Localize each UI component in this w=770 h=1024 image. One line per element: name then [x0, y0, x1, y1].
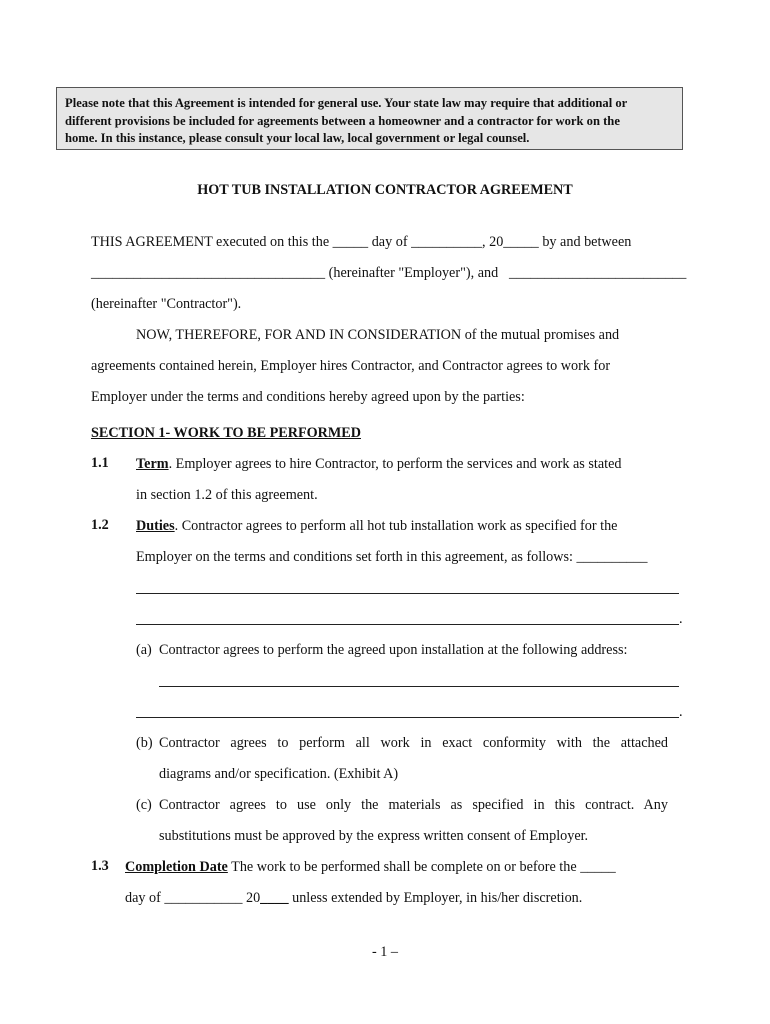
duties-label: Duties [136, 518, 175, 534]
section-1-3-line-2 [125, 889, 582, 907]
item-b-line-2: diagrams and/or specification. (Exhibit A) [159, 766, 399, 782]
consideration-line-3: Employer under the terms and conditions hereby agreed upon by the parties: [91, 389, 525, 405]
term-text: . Employer agrees to hire Contractor, to perform the services and work as stated [168, 456, 622, 472]
item-b-line-1: Contractor agrees to perform all work in exact conformity with the attached [159, 735, 668, 751]
section-1-1-number: 1.1 [91, 455, 109, 471]
item-c-label: (c) [136, 797, 152, 813]
item-c-line-1: Contractor agrees to use only the materials as specified in this contract. Any [159, 797, 668, 813]
item-a-text: Contractor agrees to perform the agreed upon installation at the following address: [159, 642, 628, 658]
section-1-2-line-2: Employer on the terms and conditions set forth in this agreement, as follows: __________ [136, 549, 648, 565]
general-use-notice-box [56, 87, 683, 150]
consideration-line-2: agreements contained herein, Employer hires Contractor, and Contractor agrees to work for [91, 358, 611, 374]
item-a-label: (a) [136, 642, 152, 658]
document-title: HOT TUB INSTALLATION CONTRACTOR AGREEMENT [197, 182, 573, 198]
term-label: Term [136, 456, 169, 472]
notice-line-3: home. In this instance, please consult your local law, local government or legal counsel. [65, 131, 530, 145]
address-blank-line-1 [159, 686, 679, 687]
intro-employer-line: _________________________________ (hereinafter "Employer"), and [91, 265, 499, 281]
consideration-line-1: NOW, THEREFORE, FOR AND IN CONSIDERATION of the mutual promises and [136, 327, 620, 343]
notice-line-2: different provisions be included for agreements between a homeowner and a contractor for work on the [65, 113, 620, 128]
duties-period: . [679, 611, 683, 627]
section-1-2-number: 1.2 [91, 517, 109, 533]
section-1-heading: SECTION 1- WORK TO BE PERFORMED [91, 425, 361, 441]
completion-day-text: day of ___________ 20 [125, 890, 261, 906]
intro-line-3: (hereinafter "Contractor"). [91, 296, 242, 312]
duties-text: . Contractor agrees to perform all hot tub installation work as specified for the [174, 518, 618, 534]
notice-line-1: Please note that this Agreement is intended for general use. Your state law may require that additional or [65, 96, 628, 110]
item-b-label: (b) [136, 735, 153, 751]
address-blank-line-2 [136, 717, 679, 718]
section-1-3-line-1 [125, 858, 616, 876]
completion-extension-text: unless extended by Employer, in his/her discretion. [288, 890, 583, 906]
intro-line-1: THIS AGREEMENT executed on this the _____ day of __________, 20_____ by and between [91, 234, 632, 250]
duties-blank-line-2 [136, 624, 679, 625]
section-1-1-line-2: in section 1.2 of this agreement. [136, 487, 318, 503]
section-1-3-number: 1.3 [91, 858, 109, 874]
page-number: - 1 – [371, 944, 398, 960]
section-1-2-line-1 [136, 517, 617, 535]
completion-date-label: Completion Date [125, 859, 228, 875]
item-c-line-2: substitutions must be approved by the express written consent of Employer. [159, 828, 589, 844]
section-1-1-line-1 [136, 455, 621, 473]
intro-contractor-blank: _________________________ [509, 265, 687, 281]
address-period: . [679, 704, 683, 720]
completion-date-text: The work to be performed shall be complete on or before the _____ [227, 859, 616, 875]
duties-blank-line-1 [136, 593, 679, 594]
completion-year-blank: ____ [260, 890, 289, 906]
